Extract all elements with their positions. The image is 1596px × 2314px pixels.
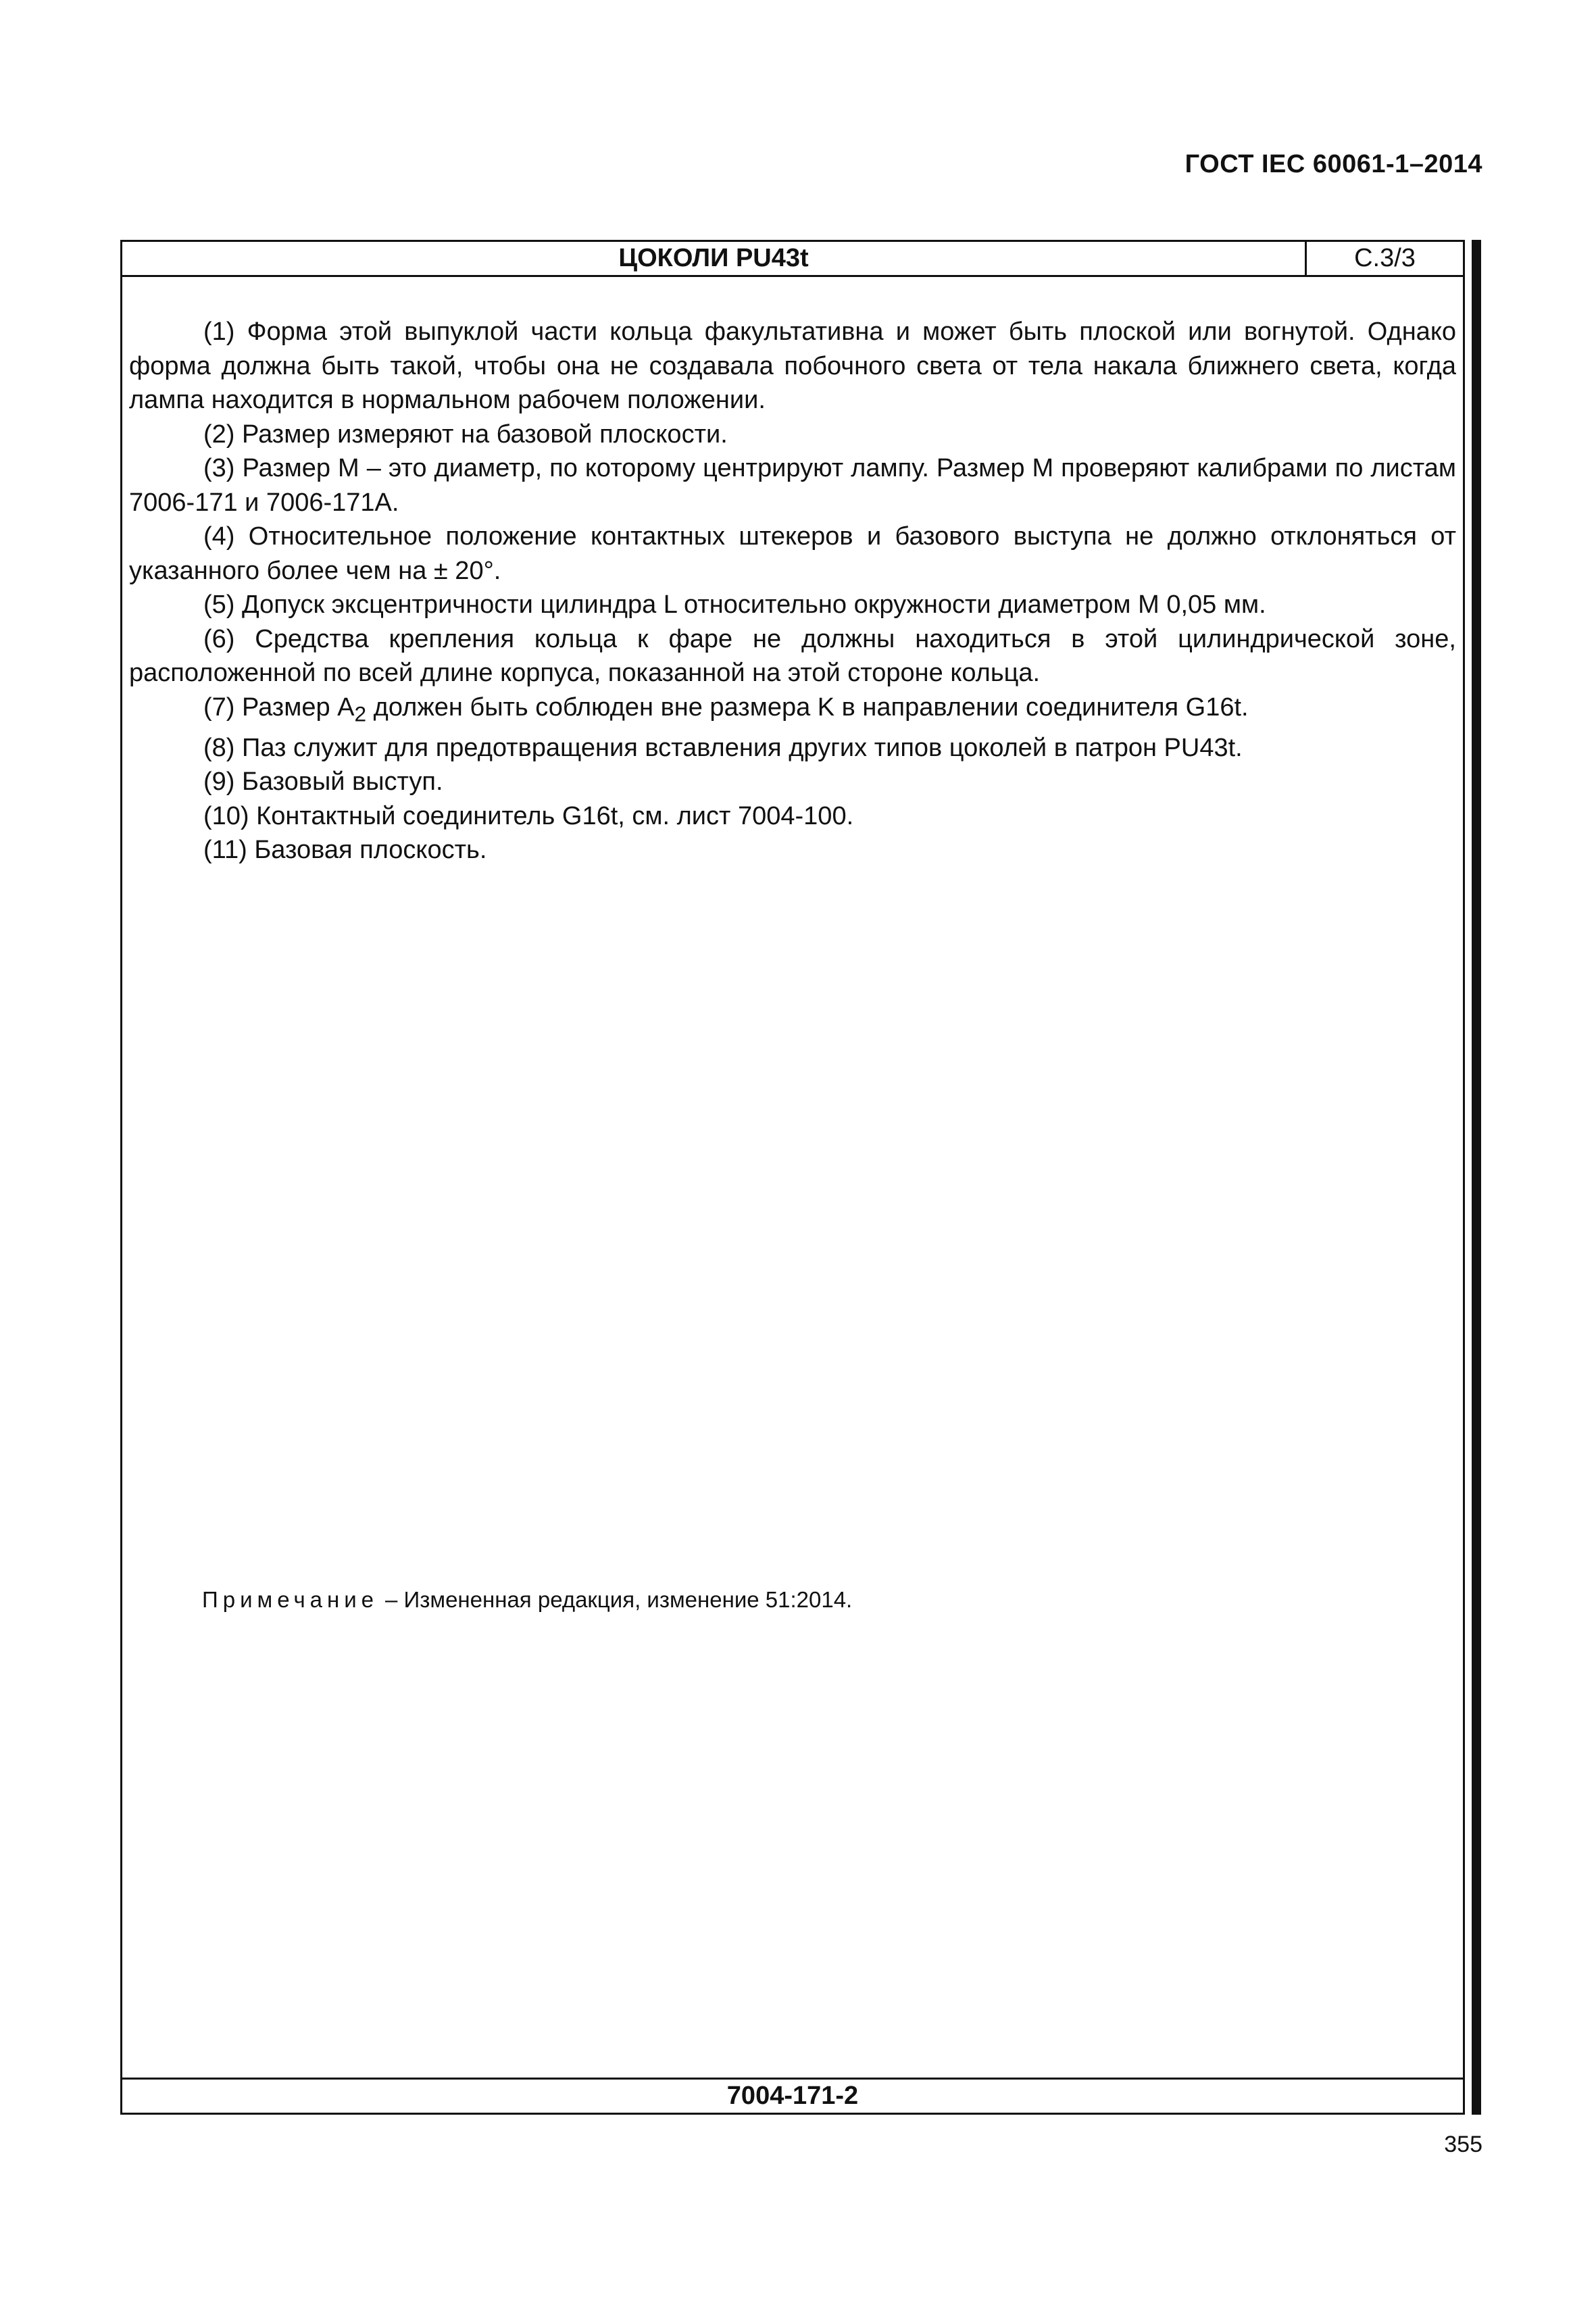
remark-text: – Измененная редакция, изменение 51:2014.	[385, 1587, 853, 1612]
sheet-footer-code: 7004-171-2	[122, 2078, 1463, 2113]
note-3: (3) Размер M – это диаметр, по которому центрируют лампу. Размер M проверяют калибрами по листам 7006-171 и 7006-171A.	[129, 454, 1456, 517]
note-11: (11) Базовая плоскость.	[203, 836, 487, 865]
remark	[202, 1586, 852, 1613]
note-5: (5) Допуск эксцентричности цилиндра L относительно окружности диаметром M 0,05 мм.	[203, 590, 1266, 619]
note-8: (8) Паз служит для предотвращения вставления других типов цоколей в патрон PU43t.	[203, 733, 1243, 762]
standard-sheet	[120, 240, 1465, 2115]
note-7-end: должен быть соблюден вне размера K в направлении соединителя G16t.	[366, 693, 1249, 722]
note-4: (4) Относительное положение контактных штекеров и базового выступа не должно отклоняться от указанного более чем на ± 20°.	[129, 522, 1456, 585]
sheet-edge-bar	[1472, 240, 1481, 2115]
note-7-subscript: 2	[354, 701, 367, 726]
note-1: (1) Форма этой выпуклой части кольца факультативна и может быть плоской или вогнутой. Однако форма должна быть такой, чтобы она не создавала побочного света от тела накала ближнего света, когда лампа находится в нормальном рабочем положении.	[129, 318, 1456, 414]
note-7	[129, 690, 1456, 731]
note-9: (9) Базовый выступ.	[203, 768, 443, 797]
sheet-page-code: С.3/3	[1354, 244, 1416, 272]
note-10: (10) Контактный соединитель G16t, см. лист 7004-100.	[203, 801, 854, 830]
standard-designation: ГОСТ IEC 60061-1–2014	[1184, 150, 1482, 178]
note-6: (6) Средства крепления кольца к фаре не должны находиться в этой цилиндрической зоне, расположенной по всей длине корпуса, показанной на этой стороне кольца.	[129, 624, 1456, 687]
remark-label: Примечание	[202, 1587, 379, 1612]
notes-list	[129, 315, 1456, 867]
page-number: 355	[1444, 2132, 1482, 2157]
sheet-title: ЦОКОЛИ PU43t	[618, 244, 809, 272]
note-2: (2) Размер измеряют на базовой плоскости.	[203, 420, 728, 449]
sheet-title-row	[122, 242, 1463, 277]
note-7-start: (7) Размер A	[203, 693, 355, 722]
